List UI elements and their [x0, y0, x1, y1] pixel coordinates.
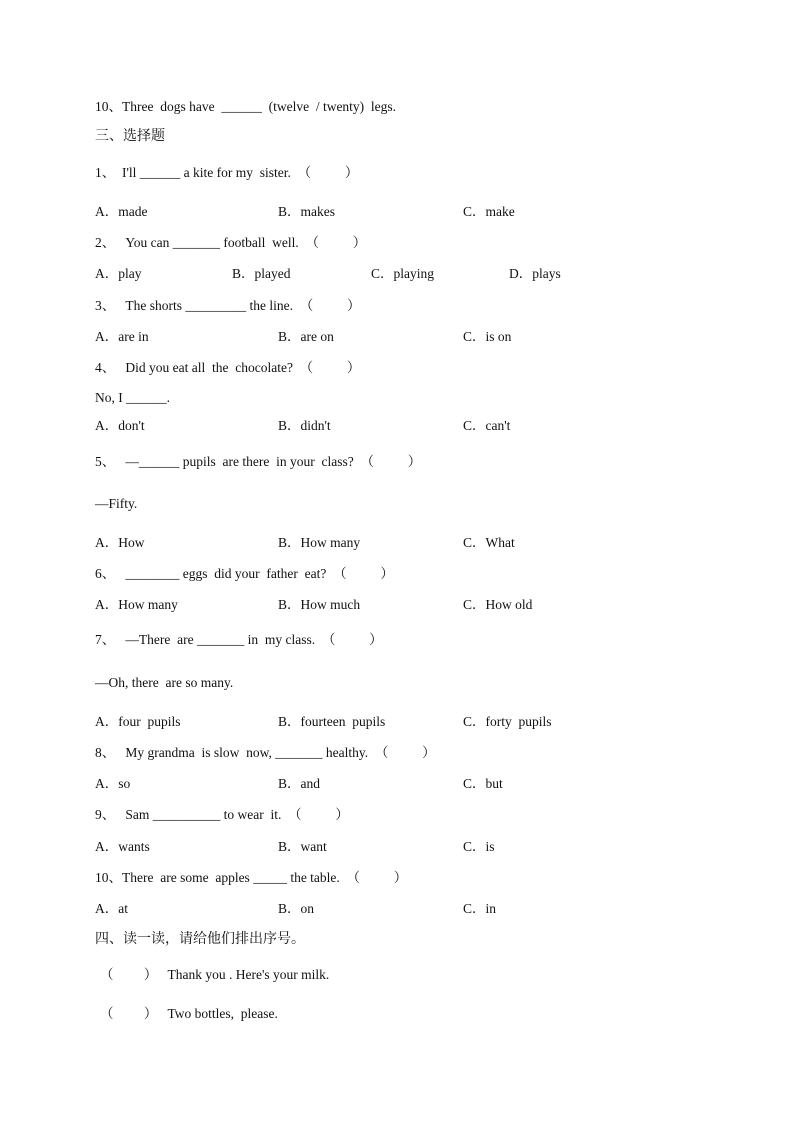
option-c: C．make — [463, 204, 515, 219]
option-b: B．makes — [278, 204, 335, 219]
option-b: B．and — [278, 776, 320, 791]
question-5-answer-line: —Fifty. — [95, 496, 138, 511]
option-b: B．want — [278, 839, 327, 854]
question-5-stem: 5、 —______ pupils are there in your class? （ ） — [95, 454, 422, 469]
option-d: D．plays — [509, 266, 561, 281]
option-b: B．played — [232, 266, 291, 281]
question-4-options — [95, 419, 715, 435]
option-a: A．How — [95, 535, 145, 550]
option-a: A．made — [95, 204, 148, 219]
option-c: C．can't — [463, 418, 511, 433]
option-c: C．is — [463, 839, 495, 854]
option-a: A．at — [95, 901, 128, 916]
section-title-choice: 三、选择题 — [95, 128, 165, 144]
option-b: B．fourteen pupils — [278, 714, 386, 729]
question-2-options — [95, 267, 715, 283]
question-7-options — [95, 715, 715, 731]
option-b: B．How much — [278, 597, 361, 612]
option-a: A．play — [95, 266, 142, 281]
option-a: A．are in — [95, 329, 149, 344]
option-c: C．is on — [463, 329, 512, 344]
question-10-options — [95, 902, 715, 918]
option-b: B．didn't — [278, 418, 331, 433]
question-3-options — [95, 330, 715, 346]
option-c: C．forty pupils — [463, 714, 552, 729]
question-10-stem: 10、There are some apples _____ the table. （ ） — [95, 870, 408, 885]
option-a: A．four pupils — [95, 714, 181, 729]
question-4-stem: 4、 Did you eat all the chocolate? （ ） — [95, 360, 361, 375]
option-c: C．How old — [463, 597, 533, 612]
question-9-options — [95, 840, 715, 856]
question-1-options — [95, 205, 715, 221]
option-a: A．wants — [95, 839, 150, 854]
section-title-ordering: 四、读一读，请给他们排出序号。 — [95, 931, 305, 947]
question-4-answer-line: No, I ______. — [95, 390, 170, 405]
question-1-stem: 1、 I'll ______ a kite for my sister. （ ） — [95, 165, 359, 180]
question-9-stem: 9、 Sam __________ to wear it. （ ） — [95, 807, 349, 822]
option-b: B．How many — [278, 535, 361, 550]
option-c: C．but — [463, 776, 503, 791]
question-7-stem: 7、 —There are _______ in my class. （ ） — [95, 632, 383, 647]
question-8-stem: 8、 My grandma is slow now, _______ healthy. （ ） — [95, 745, 436, 760]
question-7-answer-line: —Oh, there are so many. — [95, 675, 234, 690]
question-8-options — [95, 777, 715, 793]
question-5-options — [95, 536, 715, 552]
question-6-stem: 6、 ________ eggs did your father eat? （ ） — [95, 566, 394, 581]
question-2-stem: 2、 You can _______ football well. （ ） — [95, 235, 367, 250]
question-3-stem: 3、 The shorts _________ the line. （ ） — [95, 298, 361, 313]
fill-question-10: 10、Three dogs have ______ (twelve / twenty) legs. — [95, 99, 397, 114]
option-a: A．How many — [95, 597, 178, 612]
option-a: A．so — [95, 776, 131, 791]
option-c: C．playing — [371, 266, 434, 281]
option-c: C．What — [463, 535, 515, 550]
order-item-2: （ ） Two bottles, please. — [100, 1006, 278, 1021]
question-6-options — [95, 598, 715, 614]
option-b: B．on — [278, 901, 315, 916]
option-c: C．in — [463, 901, 497, 916]
option-b: B．are on — [278, 329, 334, 344]
option-a: A．don't — [95, 418, 145, 433]
order-item-1: （ ） Thank you . Here's your milk. — [100, 967, 330, 982]
